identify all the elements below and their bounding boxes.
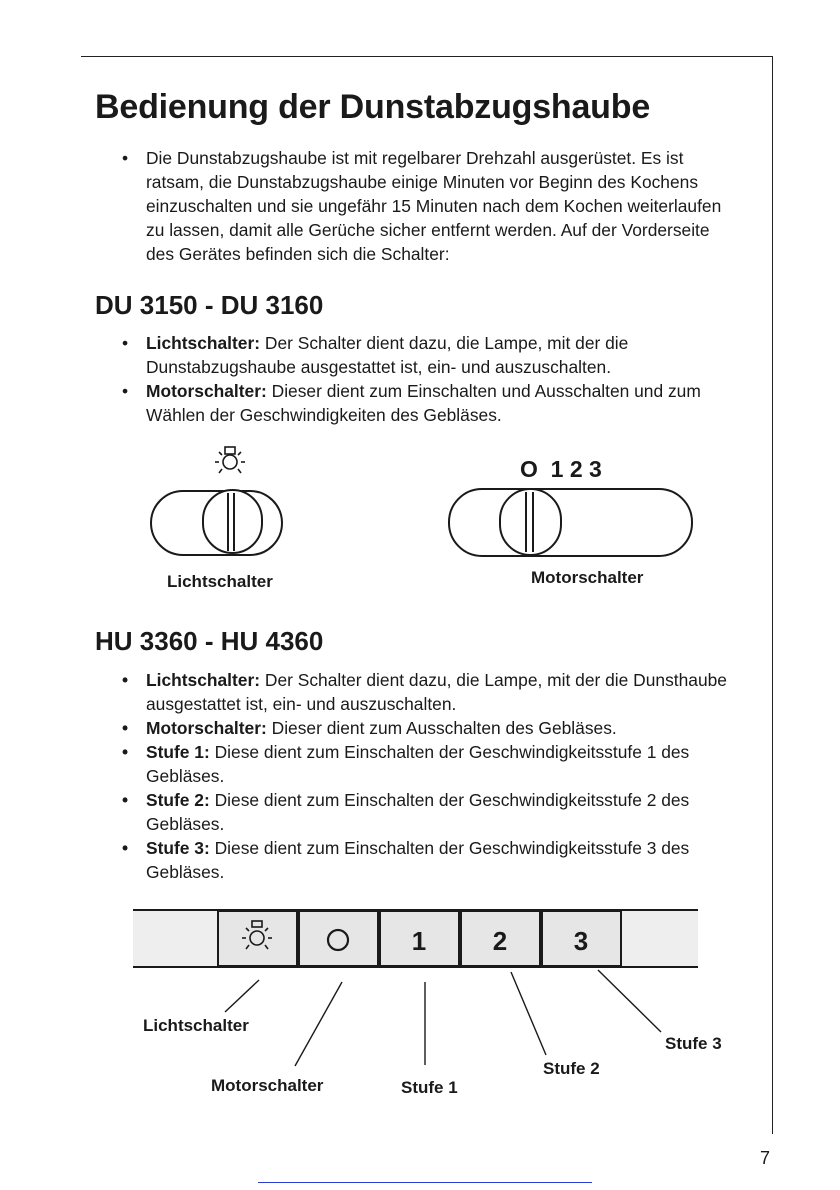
panel-key-light[interactable]: [218, 911, 297, 966]
section-heading-hu: HU 3360 - HU 4360: [95, 626, 324, 656]
list-item: • Stufe 1: Diese dient zum Einschalten der Geschwindigkeitsstufe 1 des Gebläses.: [122, 742, 690, 786]
panel-label-motorschalter: Motorschalter: [211, 1076, 324, 1095]
motor-rocker-switch: [449, 489, 692, 556]
section-hu-list: [120, 668, 740, 884]
callout-lines: [225, 970, 661, 1066]
figure-label-lichtschalter: Lichtschalter: [167, 572, 273, 591]
panel-key-motor[interactable]: [299, 911, 378, 966]
panel-label-stufe2: Stufe 2: [543, 1059, 600, 1078]
list-item: • Stufe 3: Diese dient zum Einschalten der Geschwindigkeitsstufe 3 des Gebläses.: [122, 838, 690, 882]
panel-label-stufe3: Stufe 3: [665, 1034, 722, 1053]
bulb-icon: [215, 447, 245, 473]
list-item: • Lichtschalter: Der Schalter dient dazu, die Lampe, mit der die Dunsthaube ausgestattet ist, ein- und auszuschalten.: [122, 670, 727, 714]
section-heading-du: DU 3150 - DU 3160: [95, 290, 324, 320]
panel-label-lichtschalter: Lichtschalter: [143, 1016, 249, 1035]
light-rocker-switch: [151, 490, 282, 555]
list-item: • Die Dunstabzugshaube ist mit regelbarer Drehzahl ausgerüstet. Es ist ratsam, die Dunstabzugshaube einige Minuten vor Beginn des Kochens einzuschalten und sie ungefähr 15 Minuten nach dem Kochen weiterlaufen zu lassen, damit alle Gerüche sicher entfernt werden. Auf der Vorderseite des Gerätes befinden sich die Schalter:: [122, 148, 722, 264]
panel-label-stufe1: Stufe 1: [401, 1078, 458, 1097]
list-item: • Motorschalter: Dieser dient zum Ausschalten des Gebläses.: [122, 718, 617, 738]
list-item: • Stufe 2: Diese dient zum Einschalten der Geschwindigkeitsstufe 2 des Gebläses.: [122, 790, 690, 834]
page-number: 7: [760, 1148, 771, 1168]
panel-key-label-2: 2: [492, 926, 508, 956]
list-item: • Motorschalter: Dieser dient zum Einschalten und Ausschalten und zum Wählen der Geschwindigkeiten des Gebläses.: [122, 381, 701, 425]
panel-key-label-3: 3: [573, 926, 589, 956]
list-item: • Lichtschalter: Der Schalter dient dazu, die Lampe, mit der die Dunstabzugshaube ausgestattet ist, ein- und auszuschalten.: [122, 333, 629, 377]
page-title: Bedienung der Dunstabzugshaube: [95, 88, 651, 126]
motor-position-marks: O 1 2 3: [520, 456, 602, 482]
footer-link-rule: [258, 1182, 592, 1183]
panel-key-label-1: 1: [411, 926, 427, 956]
figure-label-motorschalter: Motorschalter: [531, 568, 644, 587]
